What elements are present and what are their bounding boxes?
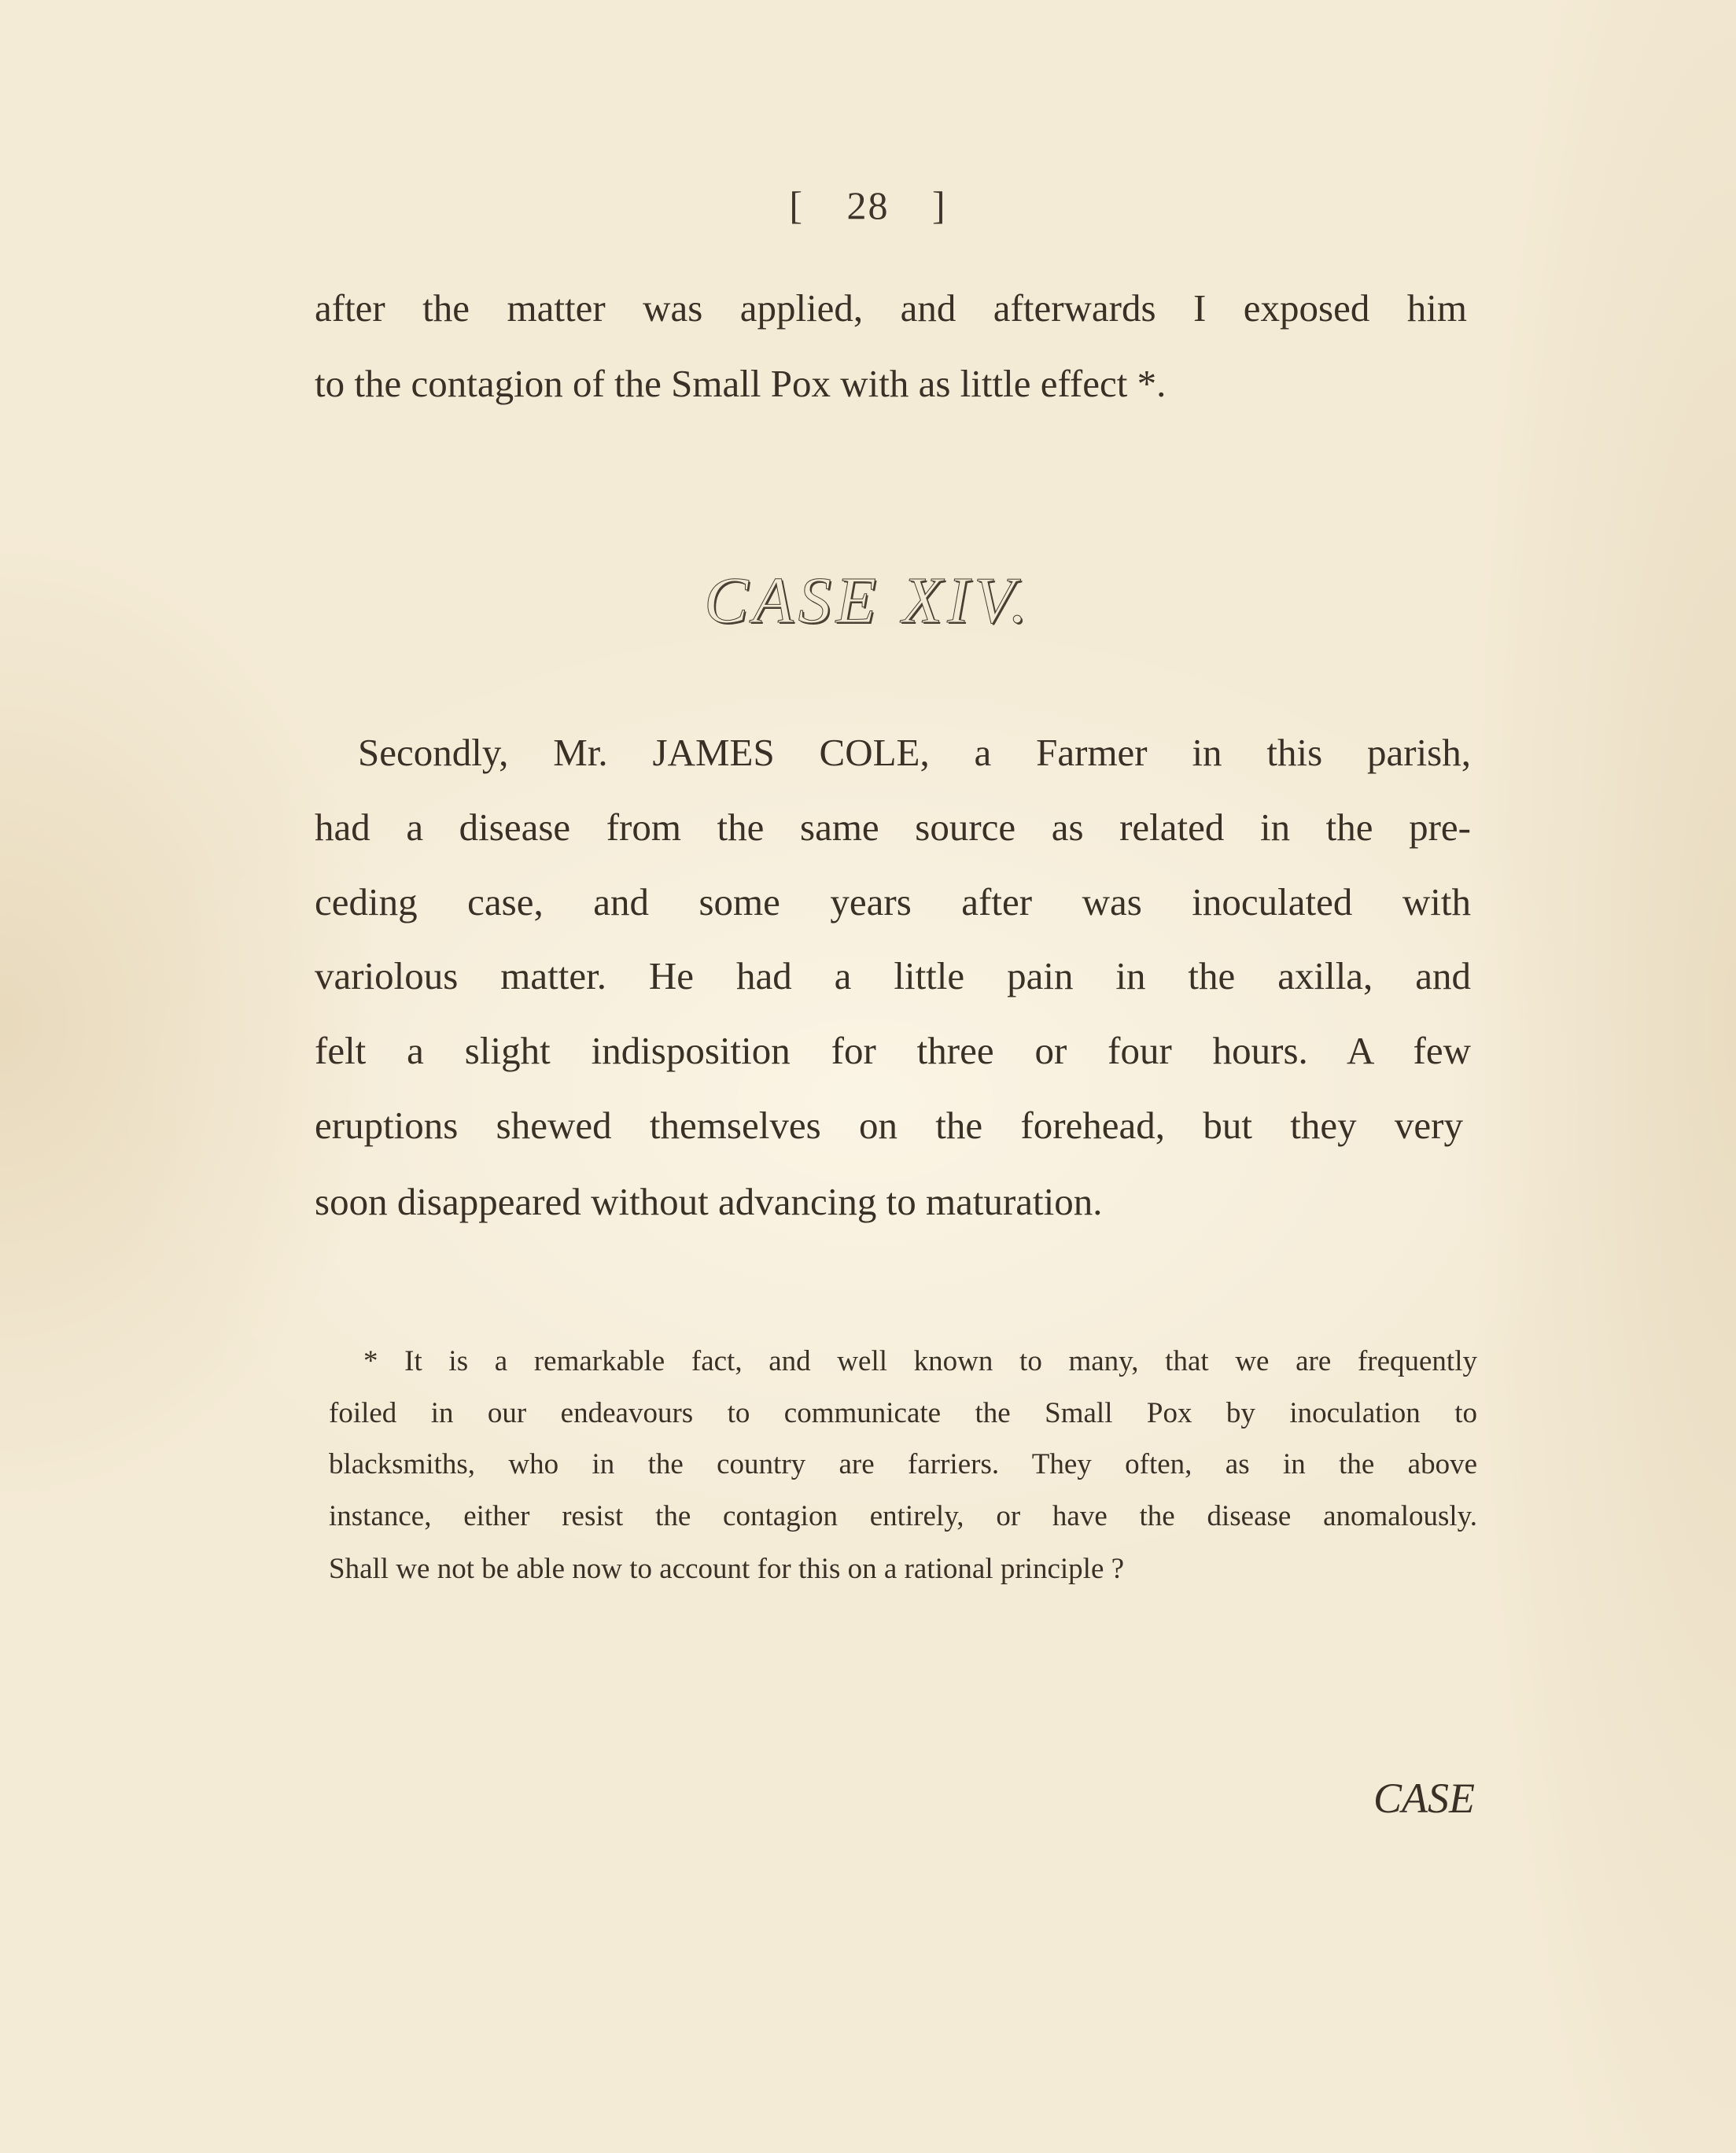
footnote-line: blacksmiths, who in the country are farriers. They often, as in the above — [329, 1448, 1477, 1480]
page-number-value: 28 — [846, 183, 890, 227]
page-number — [0, 182, 1736, 228]
case-text-line: felt a slight indisposition for three or four hours. A few — [315, 1029, 1471, 1072]
page-number-open-bracket: [ — [789, 183, 804, 227]
top-text-line: after the matter was applied, and afterwards I exposed him — [315, 286, 1467, 330]
page-number-close-bracket: ] — [932, 183, 947, 227]
case-text-line: variolous matter. He had a little pain in the axilla, and — [315, 954, 1471, 997]
footnote-line: * It is a remarkable fact, and well known to many, that we are frequently — [363, 1345, 1477, 1377]
case-text-line: had a disease from the same source as related in the pre- — [315, 806, 1471, 849]
footnote-line: foiled in our endeavours to communicate the Small Pox by inoculation to — [329, 1397, 1477, 1429]
case-text-line: Secondly, Mr. JAMES COLE, a Farmer in this parish, — [358, 731, 1471, 774]
case-text-line: soon disappeared without advancing to maturation. — [315, 1180, 1103, 1223]
case-heading: CASE XIV. — [704, 564, 1032, 637]
top-text-line: to the contagion of the Small Pox with as little effect *. — [315, 362, 1167, 405]
footnote-line: Shall we not be able now to account for this on a rational principle ? — [329, 1553, 1125, 1585]
case-text-line: ceding case, and some years after was inoculated with — [315, 880, 1471, 924]
case-text-line: eruptions shewed themselves on the forehead, but they very — [315, 1104, 1463, 1147]
footnote-line: instance, either resist the contagion entirely, or have the disease anomalously. — [329, 1500, 1477, 1532]
catchword: CASE — [1373, 1775, 1475, 1822]
